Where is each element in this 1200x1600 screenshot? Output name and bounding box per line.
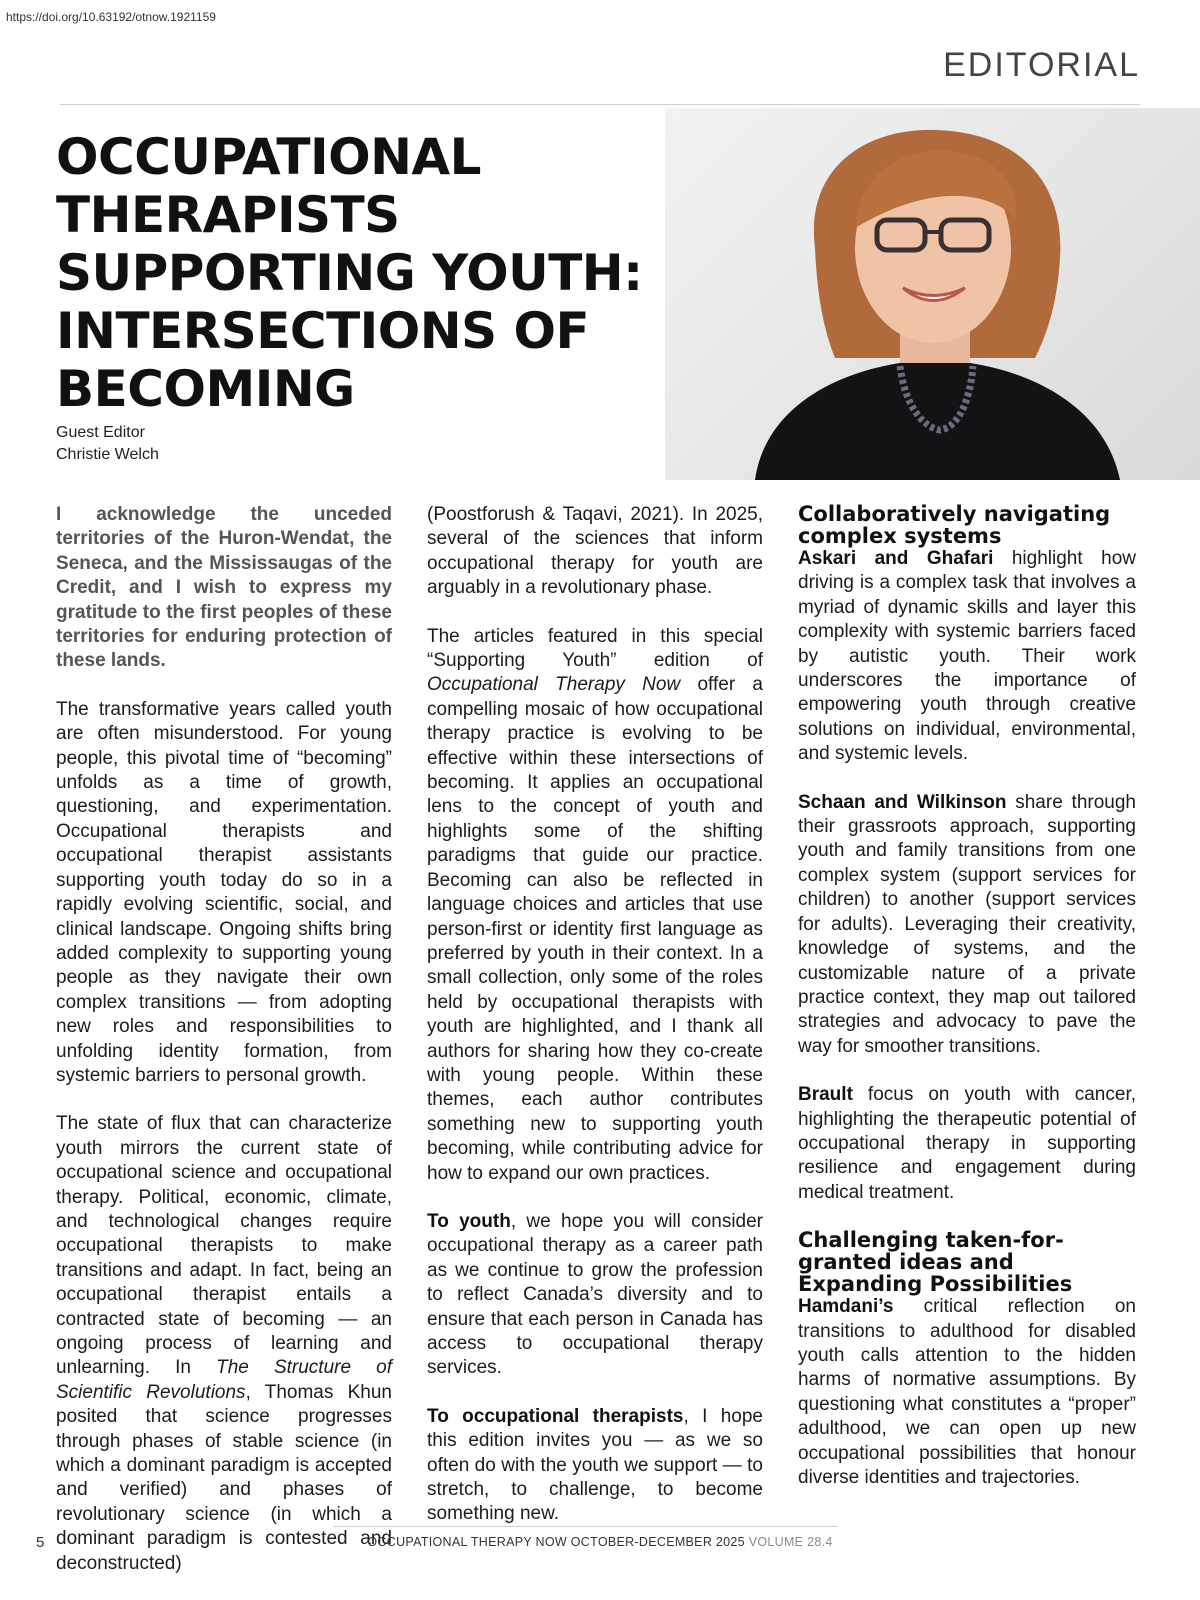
column-2	[427, 503, 763, 1551]
author-photo	[665, 108, 1200, 480]
paragraph: Brault focus on youth with cancer, highlighting the therapeutic potential of occupational therapy in supporting resilience and engagement during medical treatment.	[798, 1084, 1136, 1203]
paragraph: To youth, we hope you will consider occupational therapy as a career path as we continue to grow the profession to reflect Canada’s diversity and to ensure that each person in Canada has access to occupational therapy services.	[427, 1210, 763, 1379]
author-portrait-illustration	[665, 108, 1200, 480]
paragraph: Hamdani’s critical reflection on transitions to adulthood for disabled youth calls attention to the hidden harms of normative assumptions. By questioning what constitutes a “proper” adulthood, we can open up new occupational possibilities that honour diverse identities and trajectories.	[798, 1296, 1136, 1488]
footer-volume: VOLUME 28.4	[748, 1535, 833, 1549]
paragraph: The transformative years called youth are often misunderstood. For young people, this pivotal time of “becoming” unfolds as a time of growth, questioning, and experimentation. Occupational therapists and occupational therapist assistants supporting youth today do so in a rapidly evolving scientific, social, and clinical landscape. Ongoing shifts bring added complexity to supporting young people as they navigate their own complex transitions — from adopting new roles and responsibilities to unfolding identity formation, from systemic barriers to personal growth.	[56, 698, 392, 1086]
paragraph: Askari and Ghafari highlight how driving is a complex task that involves a myriad of dynamic skills and layer this complexity with systemic barriers faced by autistic youth. Their work underscores the importance of empowering youth through creative solutions on individual, environmental, and systemic levels.	[798, 548, 1136, 765]
footer-divider	[333, 1526, 838, 1527]
journal-title: Occupational Therapy Now	[427, 674, 681, 696]
subheading: Challenging taken-for-granted ideas and Expanding Possibilities	[798, 1228, 1073, 1297]
footer-journal: OCCUPATIONAL THERAPY NOW	[367, 1535, 567, 1549]
subheading: Collaboratively navigating complex systems	[798, 502, 1111, 548]
column-3	[798, 503, 1136, 1514]
byline	[56, 422, 159, 466]
paragraph: (Poostforush & Taqavi, 2021). In 2025, several of the sciences that inform occupational therapy for youth are arguably in a revolutionary phase.	[427, 504, 763, 599]
paragraph: To occupational therapists, I hope this edition invites you — as we so often do with the youth we support — to stretch, to challenge, to become something new.	[427, 1405, 763, 1525]
page-number: 5	[36, 1534, 45, 1551]
article-title: OCCUPATIONAL THERAPISTS SUPPORTING YOUTH: INTERSECTIONS OF BECOMING	[56, 128, 643, 418]
paragraph: The state of flux that can characterize youth mirrors the current state of occupational science and occupational therapy. Political, economic, climate, and technological changes require occupational therapists to make transitions and adapt. In fact, being an occupational therapist entails a contracted state of becoming — an ongoing process of learning and unlearning. In The Structure of Scientific Revolutions, Thomas Khun posited that science progresses through phases of stable science (in which a dominant paradigm is accepted and verified) and phases of revolutionary science (in which a dominant paradigm is contested and deconstructed)	[56, 1113, 392, 1574]
footer-issue: OCTOBER-DECEMBER 2025	[566, 1535, 749, 1549]
paragraph: The articles featured in this special “Supporting Youth” edition of Occupational Therapy Now offer a compelling mosaic of how occupational therapy practice is evolving to be effective within these intersections of becoming. It applies an occupational lens to the concept of youth and highlights some of the shifting paradigms that guide our practice. Becoming can also be reflected in language choices and articles that use person-first or identity first language as preferred by youth in their context. In a small collection, only some of the roles held by occupational therapists with youth are highlighted, and I thank all authors for sharing how they co-create with young people. Within these themes, each author contributes something new to supporting youth becoming, while contributing advice for how to expand our own practices.	[427, 625, 763, 1184]
paragraph: Schaan and Wilkinson share through their grassroots approach, supporting youth and family transitions from one complex system (support services for children) to another (support services for adults). Leveraging their creativity, knowledge of systems, and the customizable nature of a private practice context, they map out tailored strategies and advocacy to pave the way for smoother transitions.	[798, 791, 1136, 1057]
footer	[0, 1535, 1200, 1549]
book-title: The Structure of Scientific Revolutions	[56, 1357, 392, 1403]
section-label: EDITORIAL	[943, 46, 1140, 84]
doi-link[interactable]: https://doi.org/10.63192/otnow.1921159	[6, 10, 216, 24]
column-1	[56, 503, 392, 1600]
byline-name: Christie Welch	[56, 446, 159, 463]
land-acknowledgement: I acknowledge the unceded territories of the Huron-Wendat, the Seneca, and the Mississaugas of the Credit, and I wish to express my gratitude to the first peoples of these territories for enduring protection of these lands.	[56, 504, 392, 672]
header-divider	[60, 104, 1140, 105]
byline-role: Guest Editor	[56, 424, 145, 441]
